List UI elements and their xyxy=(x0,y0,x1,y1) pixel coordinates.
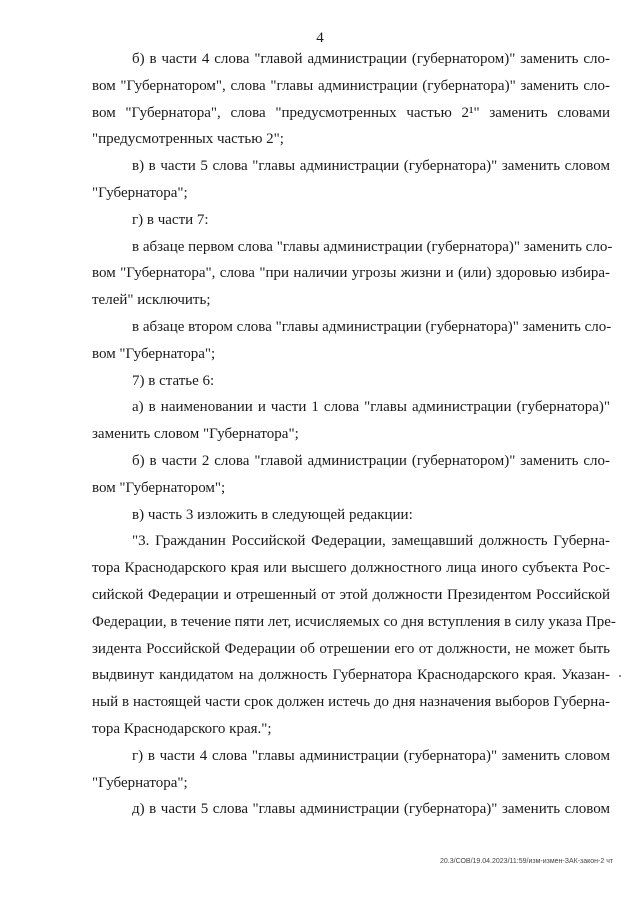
text-line: д) в части 5 слова "главы администрации (губернатора)" заменить словом xyxy=(132,801,610,818)
text-line: "Губернатора"; xyxy=(92,774,188,791)
text-line: а) в наименовании и части 1 слова "главы администрации (губернатора)" xyxy=(132,399,610,416)
text-line: "3. Гражданин Российской Федерации, замещавший должность Губерна- xyxy=(132,533,610,550)
text-line: вом "Губернатора", слова "предусмотренных частью 2¹" заменить словами xyxy=(92,104,610,121)
text-line: сийской Федерации и отрешенный от этой должности Президентом Российской xyxy=(92,586,610,603)
text-line: заменить словом "Губернатора"; xyxy=(92,426,299,443)
document-body xyxy=(92,46,616,823)
text-line: 7) в статье 6: xyxy=(132,372,215,389)
text-line: выдвинут кандидатом на должность Губернатора Краснодарского края. Указан- xyxy=(92,667,610,684)
text-line: в) часть 3 изложить в следующей редакции: xyxy=(132,506,413,523)
text-line: зидента Российской Федерации об отрешении его от должности, не может быть xyxy=(92,640,610,657)
text-line: г) в части 7: xyxy=(132,211,209,228)
text-line: ный в настоящей части срок должен истечь до дня назначения выборов Губерна- xyxy=(92,694,610,711)
text-line: телей" исключить; xyxy=(92,292,211,309)
text-line: б) в части 2 слова "главой администрации (губернатором)" заменить сло- xyxy=(132,452,610,469)
text-line: вом "Губернатора"; xyxy=(92,345,216,362)
text-line: г) в части 4 слова "главы администрации (губернатора)" заменить словом xyxy=(132,747,610,764)
text-line: тора Краснодарского края или высшего должностного лица иного субъекта Рос- xyxy=(92,560,610,577)
text-line: в) в части 5 слова "главы администрации (губернатора)" заменить словом xyxy=(132,158,610,175)
footer-code: 20.3/СОВ/19.04.2023/11:59/изм-измен-ЗАК-закон-2 чт xyxy=(440,858,614,865)
text-line: вом "Губернатором"; xyxy=(92,479,226,496)
text-line: вом "Губернатора", слова "при наличии угрозы жизни и (или) здоровью избира- xyxy=(92,265,610,282)
text-line: "предусмотренных частью 2"; xyxy=(92,131,284,148)
text-line: в абзаце втором слова "главы администрации (губернатора)" заменить сло- xyxy=(132,318,612,335)
text-line: в абзаце первом слова "главы администрации (губернатора)" заменить сло- xyxy=(132,238,613,255)
page-number: 4 xyxy=(316,30,324,46)
margin-mark xyxy=(619,675,621,677)
text-line: "Губернатора"; xyxy=(92,184,188,201)
text-line: тора Краснодарского края."; xyxy=(92,720,272,737)
text-line: б) в части 4 слова "главой администрации (губернатором)" заменить сло- xyxy=(132,51,610,67)
text-line: Федерации, в течение пяти лет, исчисляемых со дня вступления в силу указа Пре- xyxy=(92,613,616,630)
text-line: вом "Губернатором", слова "главы администрации (губернатора)" заменить сло- xyxy=(92,77,610,94)
